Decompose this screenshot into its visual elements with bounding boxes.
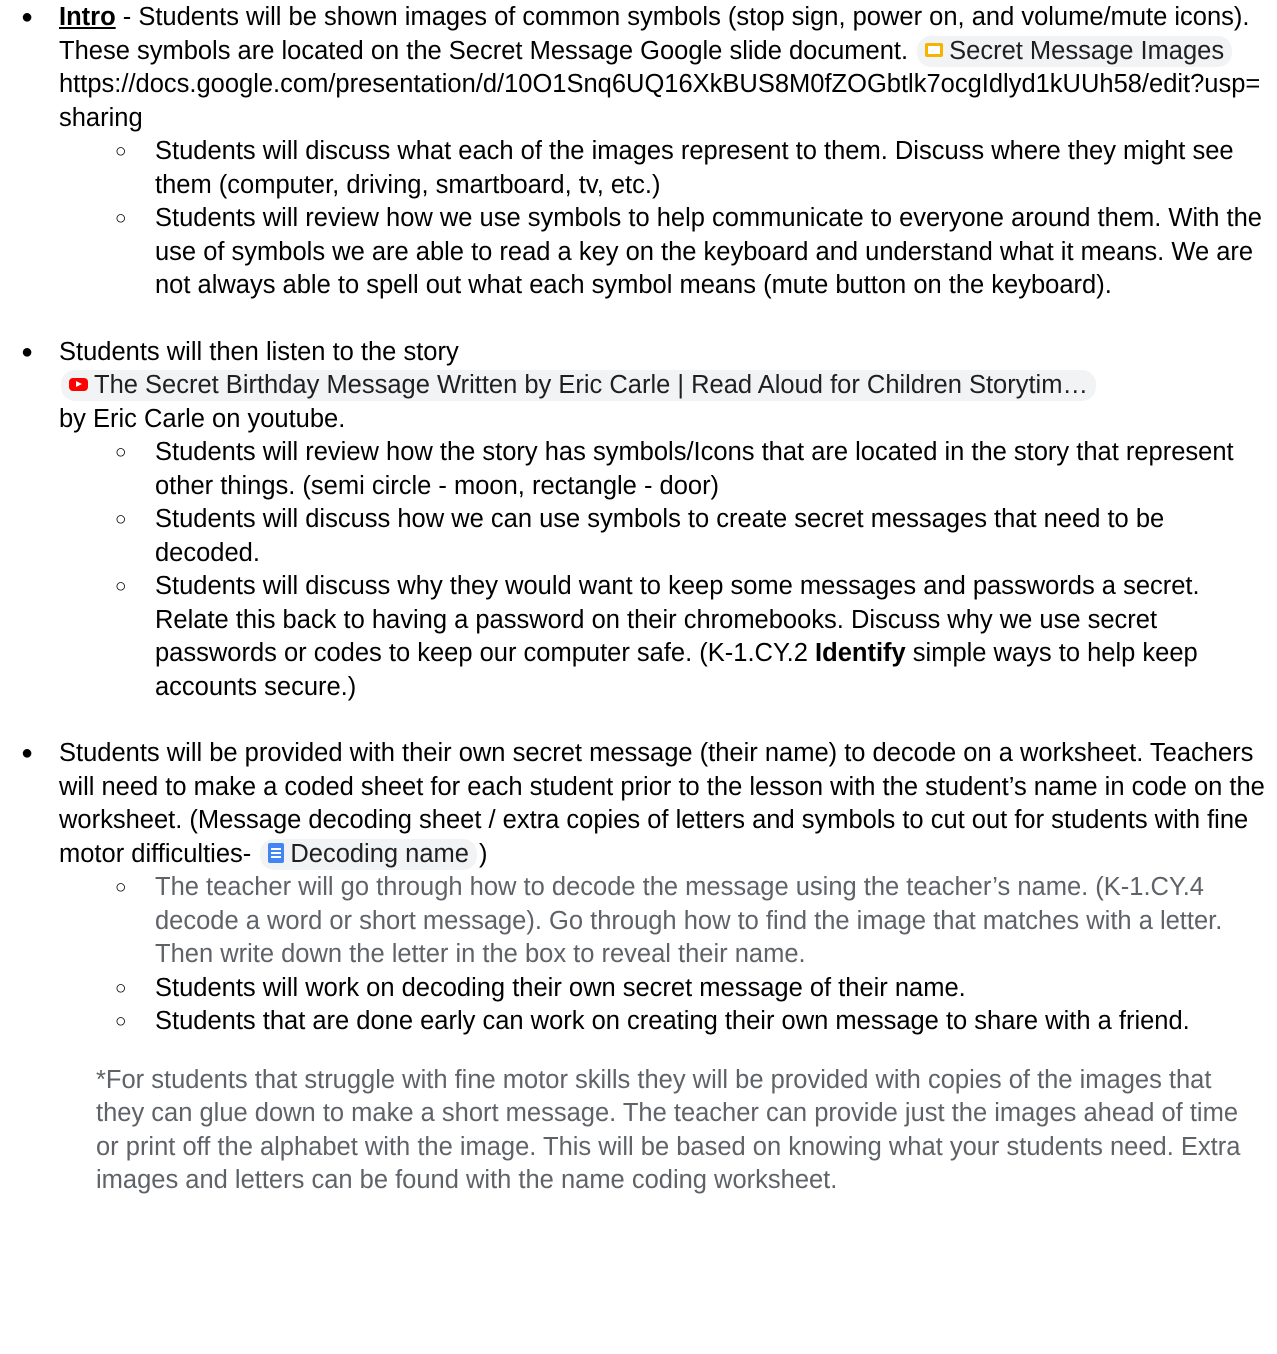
sub-list [59, 436, 1269, 704]
sub-bullet: ○ [115, 977, 127, 999]
bold-keyword: Identify [815, 639, 906, 667]
lesson-steps-list [0, 1, 1277, 1198]
sub-item-text: Students will review how the story has symbols/Icons that are located in the story that represent other things. (semi circle - moon, rectangle - door) [155, 438, 1234, 500]
sub-item-text: Students that are done early can work on creating their own message to share with a friend. [155, 1007, 1190, 1035]
docs-icon [268, 843, 284, 863]
sub-item-text: Students will discuss what each of the images represent to them. Discuss where they might see them (computer, driving, smartboard, tv, etc.) [155, 137, 1234, 199]
story-author-text: by Eric Carle on youtube. [59, 404, 346, 433]
youtube-video-chip[interactable] [61, 370, 1096, 401]
list-item-intro [0, 1, 1277, 303]
sub-item-text: Students will review how we use symbols to help communicate to everyone around them. With the use of symbols we are able to read a key on the keyboard and understand what it means. We are not always able to spell out what each symbol means (mute button on the keyboard). [155, 204, 1262, 299]
sub-list-item [59, 1005, 1269, 1039]
sub-list [59, 135, 1269, 303]
sub-item-text: Students will work on decoding their own secret message of their name. [155, 973, 966, 1002]
chip-label: The Secret Birthday Message Written by Eric Carle | Read Aloud for Children Storytim… [94, 371, 1088, 399]
secret-message-images-chip[interactable] [917, 36, 1232, 67]
sub-item-text: simple ways to help keep accounts secure.) [155, 639, 1198, 701]
sub-bullet: ○ [115, 877, 127, 898]
sub-bullet: ○ [115, 509, 127, 530]
bullet: ● [21, 340, 34, 363]
fine-motor-note: *For students that struggle with fine motor skills they will be provided with copies of the images that they can glue down to make a short message. The teacher can provide just the images ahead of time or print off the alphabet with the image. This will be based on knowing what your students need. Extra images and letters can be found with the name coding worksheet. [96, 1065, 1241, 1194]
sub-list-item [59, 202, 1269, 303]
sub-list-item [59, 135, 1269, 202]
chip-label: Decoding name [290, 839, 469, 868]
bullet: ● [21, 6, 34, 28]
document-body [0, 1, 1277, 1231]
bullet: ● [21, 742, 34, 764]
sub-item-text: Students will discuss why they would want to keep some messages and passwords a secret. Relate this back to having a password on their chromebooks. Discuss why we use secret passwords or codes to keep our computer safe. (K-1.CY.2 [155, 572, 1200, 667]
list-item-worksheet [0, 737, 1277, 1198]
sub-list-item [59, 972, 1269, 1006]
slides-icon [925, 43, 943, 57]
sub-list-item [59, 570, 1269, 704]
sub-bullet: ○ [115, 208, 127, 229]
worksheet-text: Students will be provided with their own secret message (their name) to decode on a worksheet. Teachers will need to make a coded sheet for each student prior to the lesson with the student’s name in code on the worksheet. (Message decoding sheet / extra copies of letters and symbols to cut out for students with fine motor difficulties- [59, 739, 1265, 868]
chip-label: Secret Message Images [949, 36, 1225, 65]
sub-bullet: ○ [115, 1011, 127, 1032]
sub-item-text: Students will discuss how we can use symbols to create secret messages that need to be decoded. [155, 505, 1165, 567]
slides-url-link[interactable]: https://docs.google.com/presentation/d/10O1Snq6UQ16XkBUS8M0fZOGbtlk7ocgIdlyd1kUUh58/edit?usp=sharing [59, 70, 1261, 132]
list-item-story [0, 336, 1277, 705]
intro-text: - Students will be shown images of common symbols (stop sign, power on, and volume/mute icons). These symbols are located on the Secret Message Google slide document. [59, 3, 1250, 65]
sub-list [59, 871, 1269, 1039]
sub-bullet: ○ [115, 576, 127, 597]
decoding-name-chip[interactable] [260, 839, 477, 870]
sub-bullet: ○ [115, 442, 127, 463]
closing-paren: ) [478, 839, 488, 868]
intro-heading: Intro [59, 3, 116, 31]
sub-item-text: The teacher will go through how to decode the message using the teacher’s name. (K-1.CY.4 decode a word or short message). Go through how to find the image that matches with a letter. Then write down the letter in the box to reveal their name. [155, 873, 1223, 968]
sub-list-item [59, 503, 1269, 570]
story-text: Students will then listen to the story [59, 337, 459, 366]
youtube-icon [69, 378, 88, 391]
sub-list-item [59, 436, 1269, 503]
sub-list-item [59, 871, 1269, 972]
sub-bullet: ○ [115, 141, 127, 162]
